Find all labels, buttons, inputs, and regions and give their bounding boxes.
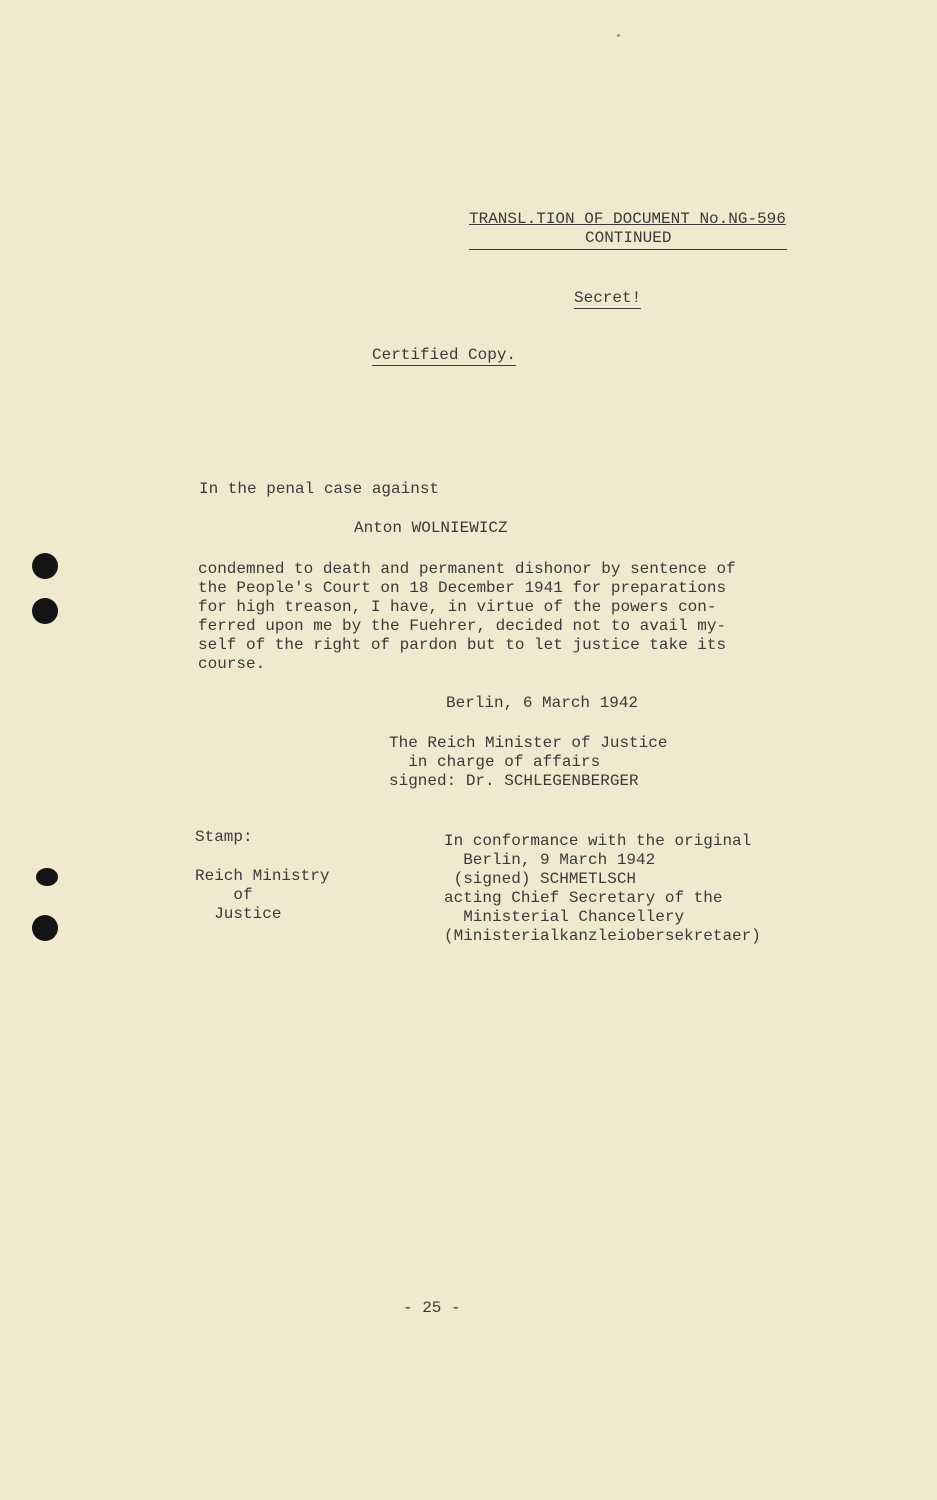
stamp-line: of xyxy=(195,886,253,904)
main-paragraph xyxy=(198,560,736,674)
signature-block xyxy=(389,734,667,791)
paragraph-line: condemned to death and permanent dishonor by sentence of xyxy=(198,560,736,578)
header-title: TRANSL.TION OF DOCUMENT No.NG-596 xyxy=(469,210,786,228)
conformance-line: Ministerial Chancellery xyxy=(444,908,685,926)
page-number: - 25 - xyxy=(403,1299,461,1317)
intro-line: In the penal case against xyxy=(199,480,440,498)
document-date: Berlin, 6 March 1942 xyxy=(446,694,639,712)
paragraph-line: course. xyxy=(198,655,266,673)
document-header xyxy=(469,210,787,250)
punch-hole xyxy=(32,915,58,941)
signature-line: The Reich Minister of Justice xyxy=(389,734,668,752)
conformance-block xyxy=(444,832,761,946)
punch-hole xyxy=(32,553,58,579)
conformance-line: In conformance with the original xyxy=(444,832,752,850)
conformance-line: (signed) SCHMETLSCH xyxy=(444,870,637,888)
punch-hole xyxy=(36,868,58,886)
signature-line: in charge of affairs xyxy=(389,753,601,771)
paragraph-line: the People's Court on 18 December 1941 for preparations xyxy=(198,579,727,597)
conformance-line: Berlin, 9 March 1942 xyxy=(444,851,656,869)
paragraph-line: ferred upon me by the Fuehrer, decided not to avail my- xyxy=(198,617,727,635)
conformance-line: acting Chief Secretary of the xyxy=(444,889,723,907)
stamp-line: Justice xyxy=(195,905,282,923)
header-continued: CONTINUED xyxy=(585,229,672,247)
punch-hole xyxy=(32,598,58,624)
signature-line: signed: Dr. SCHLEGENBERGER xyxy=(389,772,639,790)
stamp-label: Stamp: xyxy=(195,828,253,846)
paper-speck xyxy=(617,34,620,37)
defendant-name: Anton WOLNIEWICZ xyxy=(354,519,508,537)
stamp-block xyxy=(195,867,329,924)
conformance-line: (Ministerialkanzleiobersekretaer) xyxy=(444,927,761,945)
stamp-line: Reich Ministry xyxy=(195,867,330,885)
paragraph-line: self of the right of pardon but to let justice take its xyxy=(198,636,727,654)
paragraph-line: for high treason, I have, in virtue of the powers con- xyxy=(198,598,717,616)
classification-label: Secret! xyxy=(574,289,642,307)
certified-copy-label: Certified Copy. xyxy=(372,346,517,364)
